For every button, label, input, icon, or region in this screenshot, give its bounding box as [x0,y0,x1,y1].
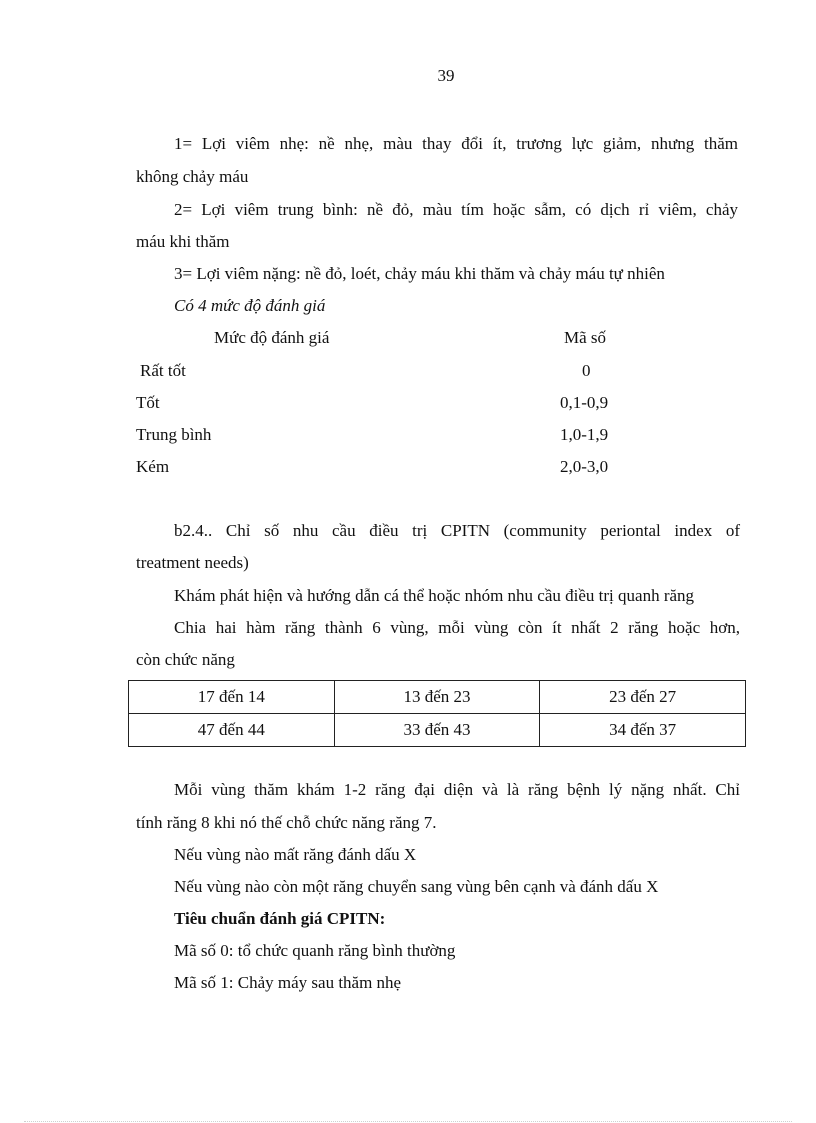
level-row-label: Rất tốt [140,361,186,380]
page-number: 39 [437,66,455,85]
para-mild-line2: không chảy máu [136,167,249,186]
level-row-code: 2,0-3,0 [560,457,609,476]
level-row-code: 0,1-0,9 [560,393,609,412]
code-0: Mã số 0: tổ chức quanh răng bình thường [174,941,456,960]
zone-exam-line2: tính răng 8 khi nó thế chỗ chức năng răng 7. [136,813,437,832]
levels-header-level: Mức độ đánh giá [214,328,330,347]
tooth-zones-table [128,680,746,747]
code-1: Mã số 1: Chảy máy sau thăm nhẹ [174,973,402,992]
exam-text: Khám phát hiện và hướng dẫn cá thể hoặc nhóm nhu cầu điều trị quanh răng [174,586,695,605]
levels-header-code: Mã số [564,328,607,347]
zone-exam-line1: Mỗi vùng thăm khám 1-2 răng đại diện và là răng bệnh lý nặng nhất. Chỉ [174,780,740,799]
table-cell: 23 đến 27 [540,681,746,714]
levels-intro: Có 4 mức độ đánh giá [174,296,326,315]
table-row [129,714,746,747]
missing-tooth-rule: Nếu vùng nào mất răng đánh dấu X [174,845,417,864]
para-moderate-line2: máu khi thăm [136,232,230,251]
table-row [129,681,746,714]
footer-divider [24,1121,792,1122]
para-severe: 3= Lợi viêm nặng: nề đỏ, loét, chảy máu khi thăm và chảy máu tự nhiên [174,264,665,283]
section-b24-line1: b2.4.. Chỉ số nhu cầu điều trị CPITN (community periontal index of [174,521,740,540]
level-row-label: Tốt [136,393,160,412]
single-tooth-rule: Nếu vùng nào còn một răng chuyển sang vùng bên cạnh và đánh dấu X [174,877,659,896]
level-row-label: Trung bình [136,425,212,444]
split-line1: Chia hai hàm răng thành 6 vùng, mỗi vùng còn ít nhất 2 răng hoặc hơn, [174,618,740,637]
level-row-code: 1,0-1,9 [560,425,609,444]
level-row-label: Kém [136,457,170,476]
split-line2: còn chức năng [136,650,235,669]
table-cell: 34 đến 37 [540,714,746,747]
table-cell: 17 đến 14 [129,681,335,714]
table-cell: 13 đến 23 [334,681,540,714]
section-b24-line2: treatment needs) [136,553,249,572]
table-cell: 33 đến 43 [334,714,540,747]
para-moderate-line1: 2= Lợi viêm trung bình: nề đỏ, màu tím hoặc sẫm, có dịch rỉ viêm, chảy [174,200,738,219]
criteria-heading: Tiêu chuẩn đánh giá CPITN: [174,909,386,928]
level-row-code: 0 [582,361,591,380]
table-cell: 47 đến 44 [129,714,335,747]
para-mild-line1: 1= Lợi viêm nhẹ: nề nhẹ, màu thay đổi ít, trương lực giảm, nhưng thăm [174,134,738,153]
